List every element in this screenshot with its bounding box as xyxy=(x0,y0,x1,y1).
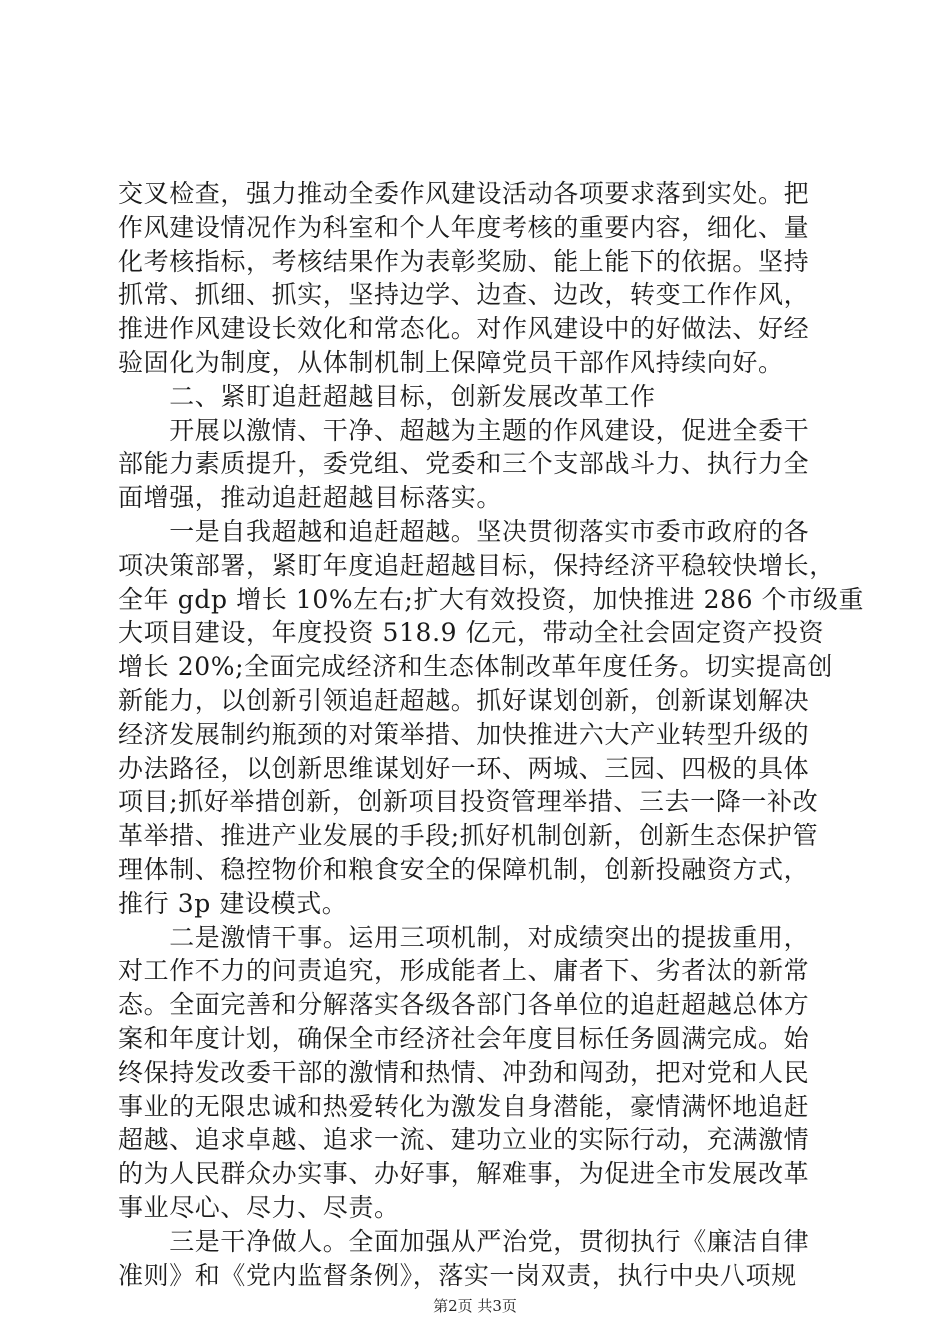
text-line: 态。全面完善和分解落实各级各部门各单位的追赶超越总体方 xyxy=(118,990,810,1020)
text-line: 项目;抓好举措创新，创新项目投资管理举措、三去一降一补改 xyxy=(118,787,819,817)
text-line: 作风建设情况作为科室和个人年度考核的重要内容，细化、量 xyxy=(118,212,810,242)
text-line: 部能力素质提升，委党组、党委和三个支部战斗力、执行力全 xyxy=(118,449,810,479)
text-line: 理体制、稳控物价和粮食安全的保障机制，创新投融资方式， xyxy=(118,854,810,884)
text-line: 二是激情干事。运用三项机制，对成绩突出的提拔重用， xyxy=(118,922,810,952)
text-line: 开展以激情、干净、超越为主题的作风建设，促进全委干 xyxy=(118,415,810,445)
text-line: 验固化为制度，从体制机制上保障党员干部作风持续向好。 xyxy=(118,347,784,377)
text-line: 化考核指标，考核结果作为表彰奖励、能上能下的依据。坚持 xyxy=(118,246,810,276)
text-line: 经济发展制约瓶颈的对策举措、加快推进六大产业转型升级的 xyxy=(118,719,810,749)
text-line: 增长 20%;全面完成经济和生态体制改革年度任务。切实提高创 xyxy=(118,652,833,682)
text-line: 抓常、抓细、抓实，坚持边学、边查、边改，转变工作作风， xyxy=(118,280,810,310)
text-line: 案和年度计划，确保全市经济社会年度目标任务圆满完成。始 xyxy=(118,1023,810,1053)
text-line: 对工作不力的问责追究，形成能者上、庸者下、劣者汰的新常 xyxy=(118,956,810,986)
text-line: 终保持发改委干部的激情和热情、冲劲和闯劲，把对党和人民 xyxy=(118,1057,810,1087)
text-line: 推行 3p 建设模式。 xyxy=(118,888,348,918)
text-line: 全年 gdp 增长 10%左右;扩大有效投资，加快推进 286 个市级重 xyxy=(118,584,865,614)
text-line: 准则》和《党内监督条例》，落实一岗双责，执行中央八项规 xyxy=(118,1260,797,1290)
text-line: 事业尽心、尽力、尽责。 xyxy=(118,1192,400,1222)
text-line: 办法路径，以创新思维谋划好一环、两城、三园、四极的具体 xyxy=(118,753,810,783)
text-line: 二、紧盯追赶超越目标，创新发展改革工作 xyxy=(118,381,656,411)
document-body xyxy=(118,177,865,1292)
text-line: 事业的无限忠诚和热爱转化为激发自身潜能，豪情满怀地追赶 xyxy=(118,1091,810,1121)
text-line: 革举措、推进产业发展的手段;抓好机制创新，创新生态保护管 xyxy=(118,821,819,851)
page-footer: 第2页 共3页 xyxy=(433,1297,517,1315)
text-line: 超越、追求卓越、追求一流、建功立业的实际行动，充满激情 xyxy=(118,1125,810,1155)
text-line: 一是自我超越和追赶超越。坚决贯彻落实市委市政府的各 xyxy=(118,516,810,546)
text-line: 新能力，以创新引领追赶超越。抓好谋划创新，创新谋划解决 xyxy=(118,685,810,715)
text-line: 大项目建设，年度投资 518.9 亿元，带动全社会固定资产投资 xyxy=(118,618,825,648)
text-line: 项决策部署，紧盯年度追赶超越目标，保持经济平稳较快增长， xyxy=(118,550,835,580)
text-line: 推进作风建设长效化和常态化。对作风建设中的好做法、好经 xyxy=(118,314,810,344)
text-line: 的为人民群众办实事、办好事，解难事，为促进全市发展改革 xyxy=(118,1159,810,1189)
text-line: 面增强，推动追赶超越目标落实。 xyxy=(118,483,503,513)
text-line: 三是干净做人。全面加强从严治党，贯彻执行《廉洁自律 xyxy=(118,1226,810,1256)
text-line: 交叉检查，强力推动全委作风建设活动各项要求落到实处。把 xyxy=(118,179,810,208)
